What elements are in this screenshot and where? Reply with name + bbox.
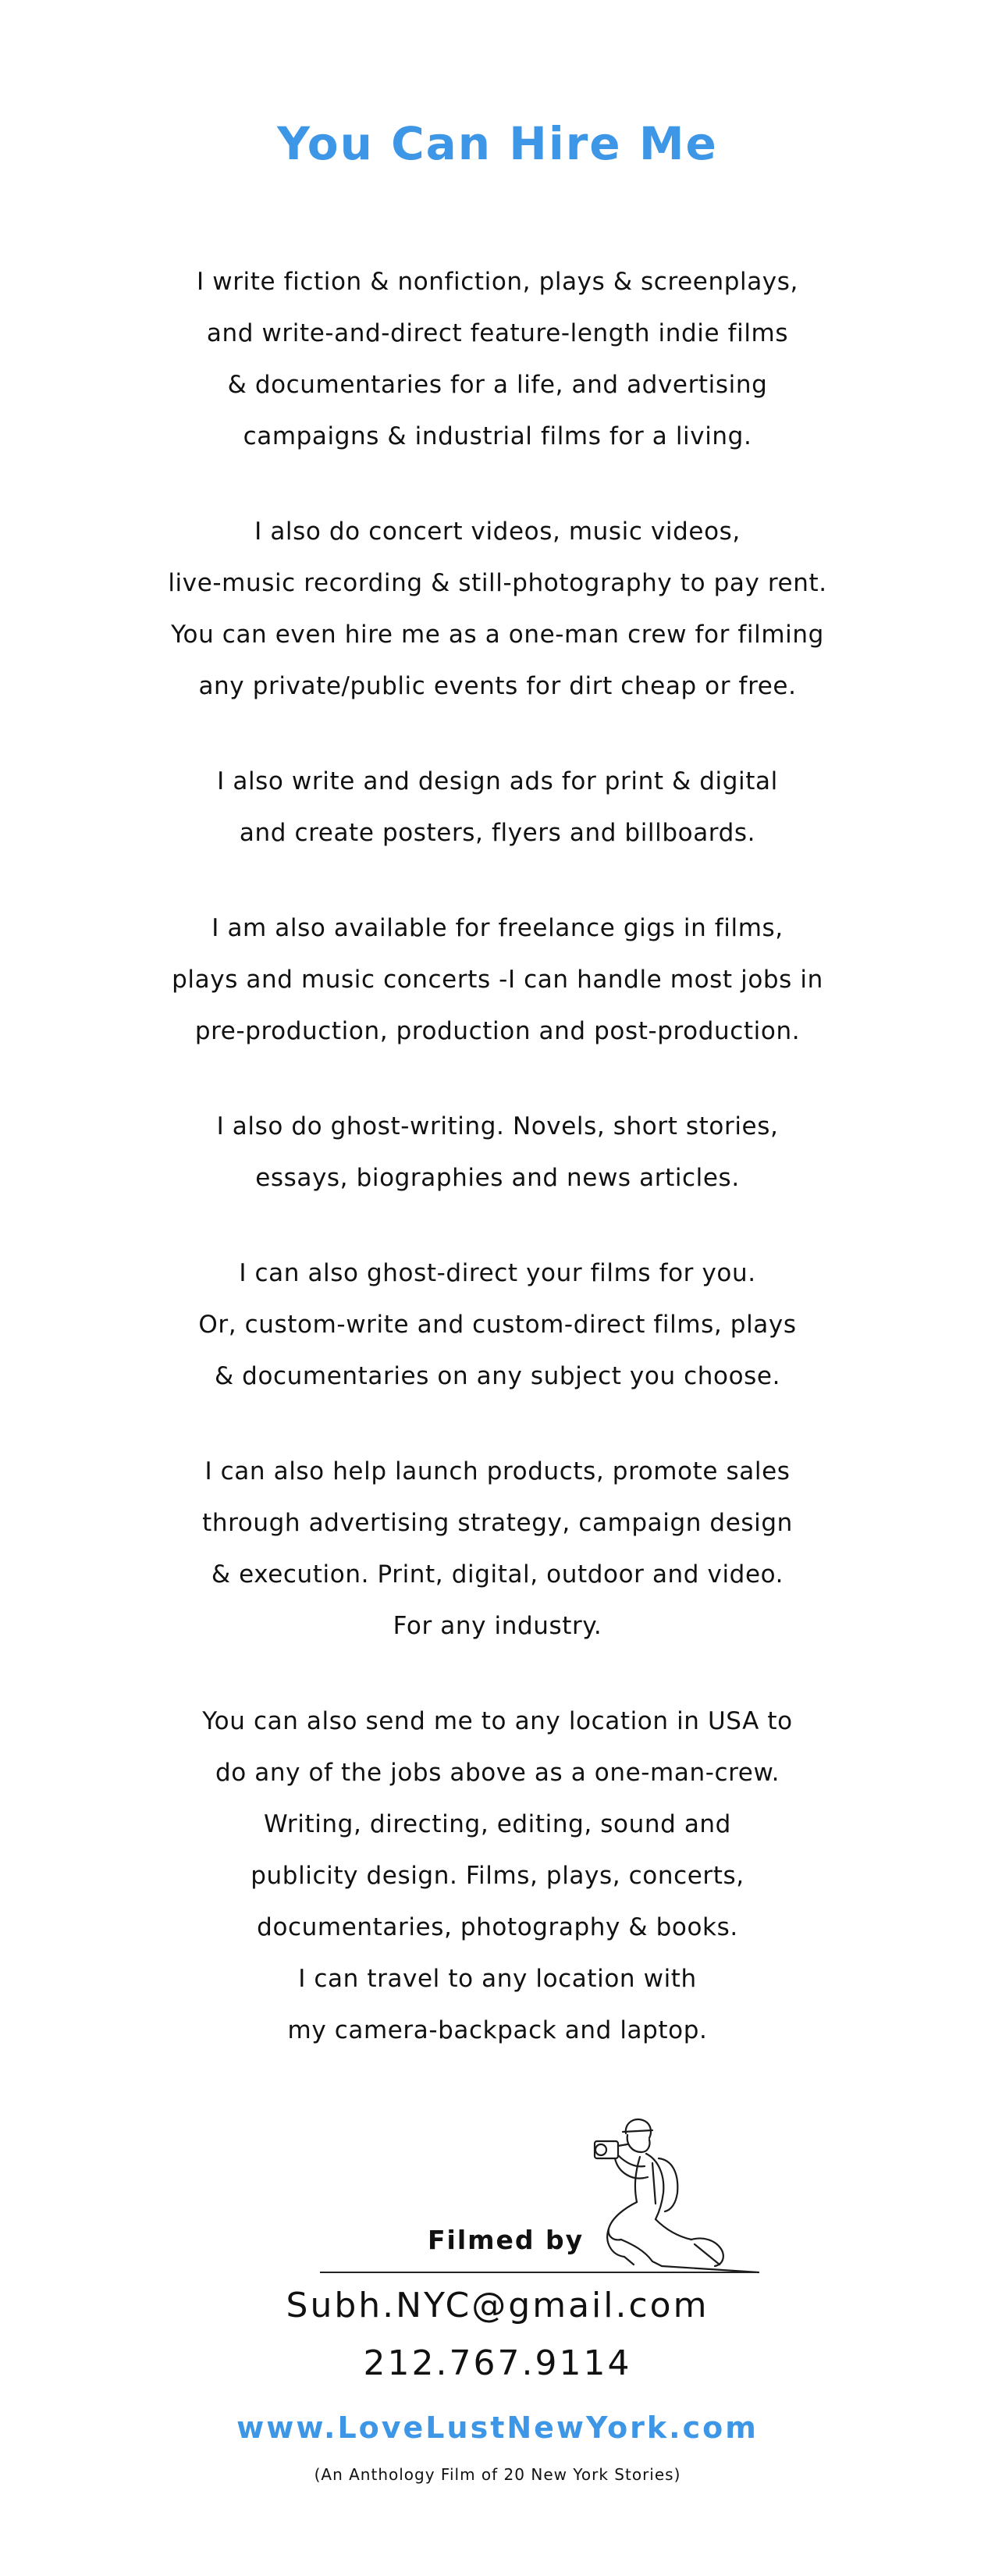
text-line: I can travel to any location with bbox=[298, 1965, 697, 1993]
photographer-icon bbox=[577, 2112, 765, 2275]
tagline: (An Anthology Film of 20 New York Stories) bbox=[314, 2465, 681, 2484]
text-line: You can even hire me as a one-man crew for filming bbox=[171, 621, 824, 649]
body-text bbox=[0, 256, 995, 2100]
text-line: I write fiction & nonfiction, plays & screenplays, bbox=[197, 268, 798, 296]
text-line: For any industry. bbox=[393, 1612, 602, 1640]
text-line: publicity design. Films, plays, concerts, bbox=[251, 1862, 744, 1890]
text-line: and create posters, flyers and billboards. bbox=[239, 819, 756, 847]
text-line: I also do ghost-writing. Novels, short stories, bbox=[216, 1112, 779, 1140]
contact-phone[interactable]: 212.767.9114 bbox=[363, 2343, 632, 2383]
website-link[interactable]: www.LoveLustNewYork.com bbox=[236, 2411, 759, 2445]
text-line: live-music recording & still-photography to pay rent. bbox=[168, 569, 827, 597]
text-line: and write-and-direct feature-length indie films bbox=[206, 319, 789, 347]
text-line: Or, custom-write and custom-direct films, plays bbox=[198, 1311, 797, 1339]
text-line: I can also ghost-direct your films for you. bbox=[239, 1259, 756, 1287]
text-line: I also do concert videos, music videos, bbox=[254, 518, 741, 546]
text-line: any private/public events for dirt cheap or free. bbox=[198, 672, 797, 700]
text-line: essays, biographies and news articles. bbox=[255, 1164, 740, 1192]
text-line: I also write and design ads for print & digital bbox=[217, 767, 778, 795]
filmed-by-label: Filmed by bbox=[428, 2225, 585, 2255]
text-line: & execution. Print, digital, outdoor and video. bbox=[211, 1560, 784, 1589]
paragraph bbox=[0, 506, 995, 712]
paragraph bbox=[0, 1247, 995, 1402]
text-line: my camera-backpack and laptop. bbox=[287, 2016, 708, 2044]
text-line: & documentaries for a life, and advertising bbox=[227, 371, 768, 399]
text-line: do any of the jobs above as a one-man-crew. bbox=[215, 1759, 780, 1787]
text-line: documentaries, photography & books. bbox=[257, 1913, 738, 1941]
text-line: You can also send me to any location in USA to bbox=[202, 1707, 793, 1735]
page-title: You Can Hire Me bbox=[277, 117, 718, 170]
paragraph bbox=[0, 756, 995, 859]
paragraph bbox=[0, 1101, 995, 1204]
paragraph bbox=[0, 256, 995, 462]
contact-email[interactable]: Subh.NYC@gmail.com bbox=[286, 2286, 709, 2325]
paragraph bbox=[0, 1695, 995, 2056]
text-line: & documentaries on any subject you choose. bbox=[214, 1362, 781, 1390]
divider bbox=[320, 2272, 757, 2273]
text-line: I can also help launch products, promote sales bbox=[204, 1457, 791, 1485]
text-line: Writing, directing, editing, sound and bbox=[264, 1810, 731, 1838]
text-line: campaigns & industrial films for a living. bbox=[243, 422, 752, 450]
paragraph bbox=[0, 902, 995, 1057]
text-line: plays and music concerts -I can handle most jobs in bbox=[172, 966, 823, 994]
text-line: I am also available for freelance gigs in films, bbox=[211, 914, 784, 942]
text-line: pre-production, production and post-production. bbox=[194, 1017, 801, 1045]
contact-footer bbox=[0, 2108, 995, 2498]
paragraph bbox=[0, 1446, 995, 1652]
text-line: through advertising strategy, campaign design bbox=[202, 1509, 793, 1537]
